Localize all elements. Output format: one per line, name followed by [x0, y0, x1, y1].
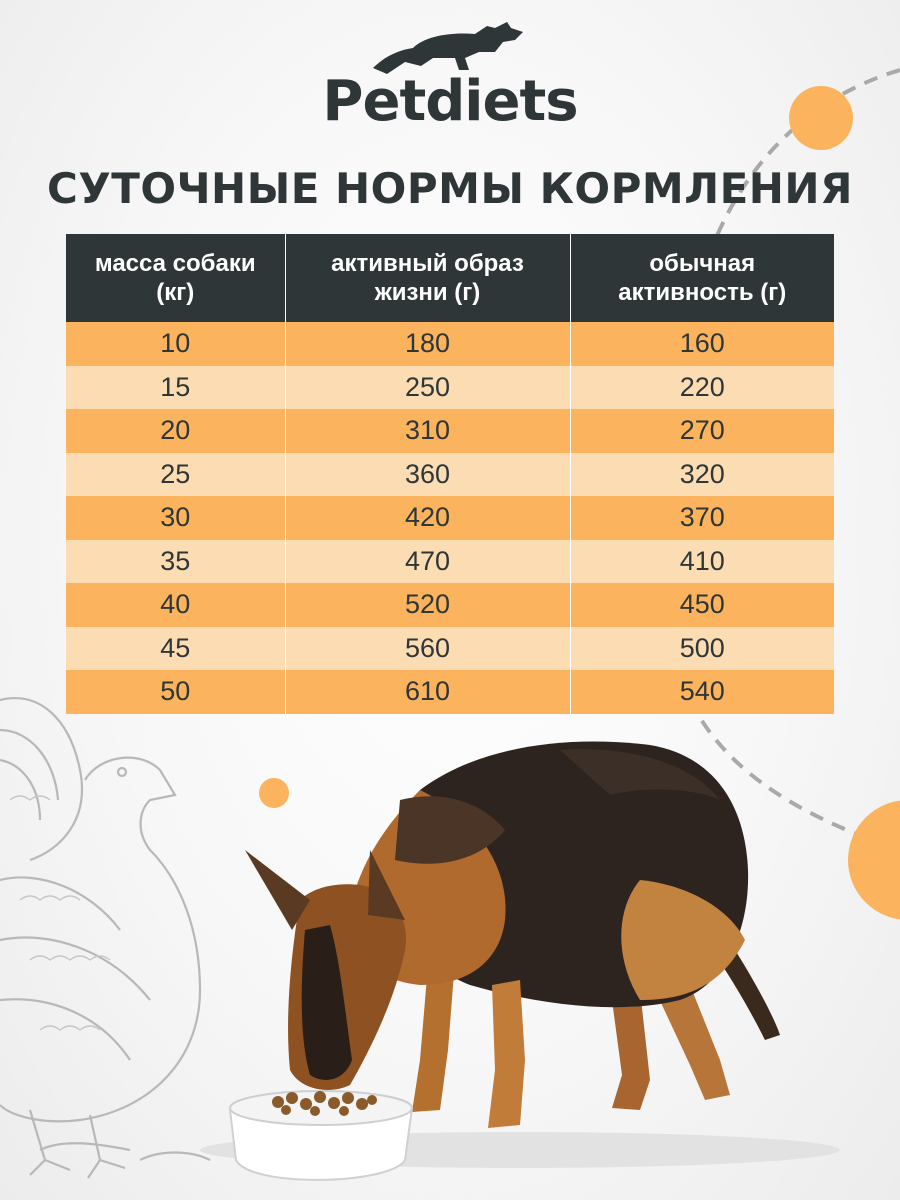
cell-active: 250 — [285, 366, 570, 410]
page-title: СУТОЧНЫЕ НОРМЫ КОРМЛЕНИЯ — [47, 164, 853, 213]
cell-normal: 270 — [570, 409, 834, 453]
header-normal-activity: обычная активность (г) — [570, 234, 834, 322]
cell-normal: 370 — [570, 496, 834, 540]
cell-normal: 450 — [570, 583, 834, 627]
cell-normal: 500 — [570, 627, 834, 671]
cell-weight: 30 — [66, 496, 285, 540]
cell-active: 520 — [285, 583, 570, 627]
cell-normal: 540 — [570, 670, 834, 714]
cell-active: 610 — [285, 670, 570, 714]
cell-active: 310 — [285, 409, 570, 453]
cell-weight: 35 — [66, 540, 285, 584]
cell-normal: 410 — [570, 540, 834, 584]
cell-active: 360 — [285, 453, 570, 497]
cell-active: 560 — [285, 627, 570, 671]
header-active-lifestyle: активный образ жизни (г) — [285, 234, 570, 322]
cell-active: 180 — [285, 322, 570, 366]
cell-active: 420 — [285, 496, 570, 540]
cell-weight: 50 — [66, 670, 285, 714]
header-dog-weight: масса собаки (кг) — [66, 234, 285, 322]
cell-weight: 15 — [66, 366, 285, 410]
cell-weight: 40 — [66, 583, 285, 627]
cell-weight: 45 — [66, 627, 285, 671]
cell-normal: 320 — [570, 453, 834, 497]
cell-normal: 160 — [570, 322, 834, 366]
cell-weight: 20 — [66, 409, 285, 453]
brand-name: Petdiets — [322, 69, 578, 134]
cell-active: 470 — [285, 540, 570, 584]
cell-weight: 25 — [66, 453, 285, 497]
cell-normal: 220 — [570, 366, 834, 410]
cell-weight: 10 — [66, 322, 285, 366]
